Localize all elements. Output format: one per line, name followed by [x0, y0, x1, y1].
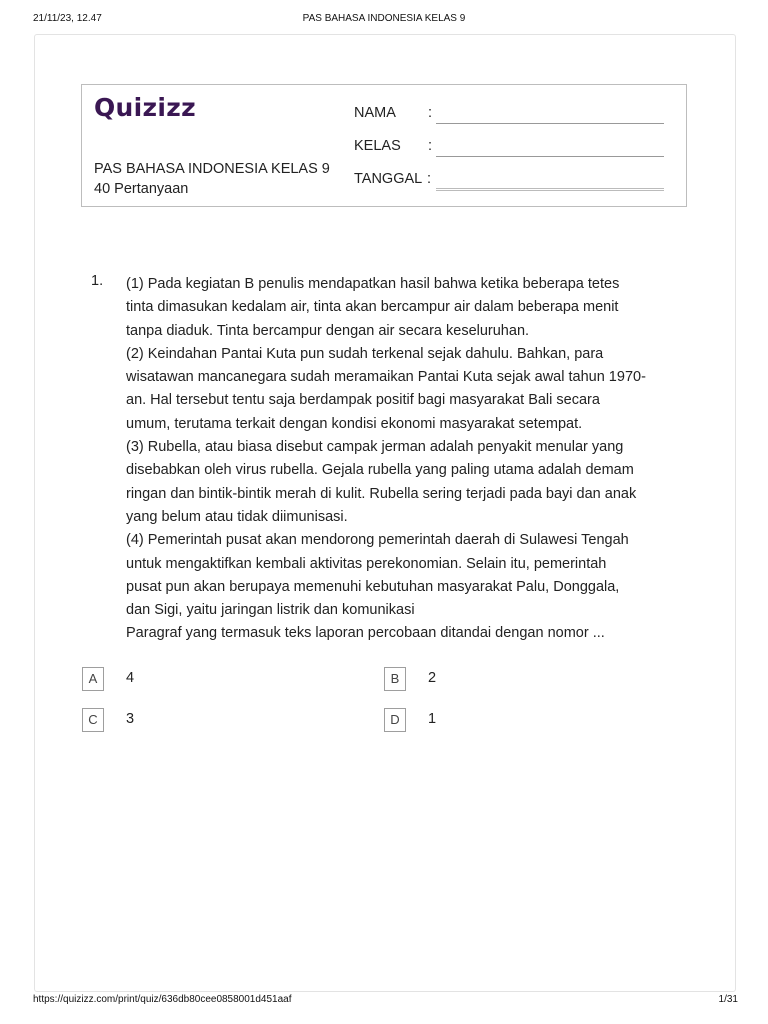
- name-label: NAMA: [354, 105, 396, 121]
- page-number: 1/31: [718, 994, 738, 1005]
- option-c[interactable]: [82, 708, 362, 734]
- date-field: [354, 171, 676, 193]
- name-colon: :: [428, 105, 433, 121]
- question-number: 1.: [91, 273, 104, 289]
- print-title: PAS BAHASA INDONESIA KELAS 9: [302, 13, 466, 24]
- option-a-text: 4: [126, 670, 135, 686]
- print-footer: [0, 994, 768, 1014]
- question-line: disebabkan oleh virus rubella. Gejala rubella yang paling utama adalah demam: [126, 462, 634, 479]
- quizizz-logo: Quizizz: [94, 93, 196, 122]
- quiz-title: PAS BAHASA INDONESIA KELAS 9: [94, 161, 330, 177]
- question-line: ringan dan bintik-bintik merah di kulit. Rubella sering terjadi pada bayi dan anak: [126, 485, 637, 502]
- option-d-text: 1: [428, 711, 437, 727]
- question-line: (1) Pada kegiatan B penulis mendapatkan hasil bahwa ketika beberapa tetes: [126, 276, 620, 292]
- date-label: TANGGAL: [354, 171, 423, 187]
- date-line[interactable]: [436, 188, 664, 191]
- question-line: dan Sigi, yaitu jaringan listrik dan komunikasi: [126, 602, 415, 619]
- name-line[interactable]: [436, 123, 664, 124]
- option-c-text: 3: [126, 711, 135, 727]
- question-line: pusat pun akan berupaya memenuhi kebutuhan masyarakat Palu, Donggala,: [126, 578, 620, 595]
- print-header: [0, 0, 768, 26]
- class-label: KELAS: [354, 138, 401, 154]
- question-line: tanpa diaduk. Tinta bercampur dengan air secara keseluruhan.: [126, 322, 530, 339]
- class-colon: :: [428, 138, 433, 154]
- question-line: wisatawan mancanegara sudah meramaikan Pantai Kuta sejak awal tahun 1970-: [126, 369, 646, 386]
- option-a[interactable]: [82, 667, 362, 693]
- class-field: [354, 138, 676, 160]
- date-colon: :: [427, 171, 432, 187]
- name-field: [354, 105, 676, 127]
- option-b-letter[interactable]: B: [384, 667, 406, 691]
- question-line: (4) Pemerintah pusat akan mendorong pemerintah daerah di Sulawesi Tengah: [126, 532, 629, 549]
- option-d-letter[interactable]: D: [384, 708, 406, 732]
- question-text: [126, 273, 696, 646]
- question-line: umum, terutama terkait dengan kondisi ekonomi masyarakat setempat.: [126, 415, 583, 432]
- question-line: (3) Rubella, atau biasa disebut campak jerman adalah penyakit menular yang: [126, 439, 624, 456]
- class-line[interactable]: [436, 156, 664, 157]
- option-b[interactable]: [384, 667, 664, 693]
- print-date: 21/11/23, 12.47: [33, 13, 102, 24]
- option-a-letter[interactable]: A: [82, 667, 104, 691]
- question-line: Paragraf yang termasuk teks laporan percobaan ditandai dengan nomor ...: [126, 625, 605, 642]
- question-count: 40 Pertanyaan: [94, 181, 189, 197]
- option-b-text: 2: [428, 670, 437, 686]
- question-line: untuk mengaktifkan kembali aktivitas perekonomian. Selain itu, pemerintah: [126, 555, 607, 572]
- quiz-header-card: [81, 84, 687, 207]
- option-d[interactable]: [384, 708, 664, 734]
- question-line: an. Hal tersebut tentu saja berdampak positif bagi masyarakat Bali secara: [126, 392, 600, 409]
- question-line: tinta dimasukan kedalam air, tinta akan bercampur air dalam beberapa menit: [126, 299, 619, 316]
- question-line: (2) Keindahan Pantai Kuta pun sudah terkenal sejak dahulu. Bahkan, para: [126, 345, 604, 362]
- question-line: yang belum atau tidak diimunisasi.: [126, 508, 348, 525]
- option-c-letter[interactable]: C: [82, 708, 104, 732]
- print-url[interactable]: https://quizizz.com/print/quiz/636db80cee0858001d451aaf: [33, 994, 292, 1005]
